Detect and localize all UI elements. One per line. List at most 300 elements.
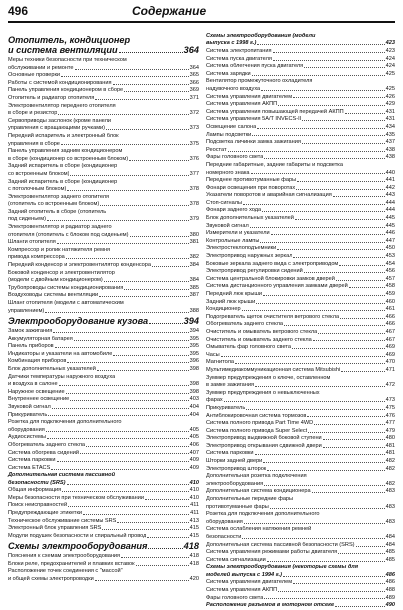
dot-leader bbox=[244, 523, 385, 524]
entry-page-number: 477 bbox=[385, 420, 395, 427]
toc-entry bbox=[206, 359, 395, 365]
entry-label: Электропривод шторок bbox=[206, 465, 267, 472]
toc-entry bbox=[8, 125, 199, 131]
entry-page-number: 457 bbox=[385, 275, 395, 282]
dot-leader bbox=[68, 506, 189, 507]
dot-leader bbox=[95, 580, 189, 581]
entry-page-number: 484 bbox=[385, 541, 395, 548]
entry-page-number: 485 bbox=[385, 549, 395, 556]
entry-page-number: 365 bbox=[189, 72, 199, 79]
entry-label: (модели с двойным кондиционером) bbox=[8, 277, 103, 284]
dot-leader bbox=[121, 557, 189, 558]
dot-leader bbox=[257, 44, 384, 45]
dot-leader bbox=[136, 565, 189, 566]
entry-label: Фонари заднего хода bbox=[206, 207, 262, 214]
entry-label: Электропривод открывания сдвижной двери bbox=[206, 442, 322, 449]
dot-leader bbox=[119, 52, 183, 53]
entry-label: Очиститель и омыватель ветрового стекла bbox=[206, 328, 318, 335]
dot-leader bbox=[243, 204, 385, 205]
entry-page-number: 378 bbox=[189, 201, 199, 208]
entry-label: Система полного привода Part Time 4WD bbox=[206, 420, 314, 427]
toc-entry bbox=[206, 223, 395, 229]
entry-page-number: 411 bbox=[190, 510, 199, 517]
dot-leader bbox=[263, 295, 385, 296]
entry-label: под сиденьем) bbox=[8, 216, 46, 223]
toc-section-heading bbox=[206, 564, 395, 578]
entry-page-number: 388 bbox=[189, 307, 199, 314]
entry-page-number: 406 bbox=[189, 441, 199, 448]
entry-label: Измерители и указатели bbox=[206, 230, 270, 237]
toc-entry bbox=[206, 367, 395, 373]
entry-label: в замке зажигания bbox=[206, 382, 255, 389]
dot-leader bbox=[304, 272, 385, 273]
entry-label: Система управления повышающей передачей АКПП bbox=[206, 108, 344, 115]
dot-leader bbox=[66, 393, 189, 394]
entry-label: Боковые зеркала заднего вида с электроприводом bbox=[206, 260, 339, 267]
dot-leader bbox=[271, 234, 385, 235]
entry-page-number: 403 bbox=[189, 396, 199, 403]
dot-leader bbox=[284, 325, 385, 326]
toc-entry bbox=[206, 466, 395, 472]
dot-leader bbox=[57, 461, 189, 462]
entry-label: Прикуриватель bbox=[8, 411, 48, 418]
entry-page-number: 440 bbox=[385, 169, 395, 176]
toc-entry bbox=[8, 209, 199, 215]
entry-page-number: 466 bbox=[385, 313, 395, 320]
entry-label: противотуманные фары bbox=[206, 503, 269, 510]
dot-leader bbox=[55, 347, 189, 348]
entry-label: Передний конденсор и электровентилятор конденсора bbox=[8, 262, 152, 269]
toc-entry bbox=[206, 549, 395, 555]
entry-page-number: 381 bbox=[189, 239, 199, 246]
entry-page-number: 404 bbox=[189, 403, 199, 410]
dot-leader bbox=[52, 408, 189, 409]
entry-page-number: 441 bbox=[385, 177, 395, 184]
entry-label: управления с вращающими ручками) bbox=[8, 125, 106, 132]
entry-page-number: 415 bbox=[189, 525, 199, 532]
toc-entry bbox=[8, 442, 199, 448]
entry-label: Электровентилятор переднего отопителя bbox=[8, 102, 116, 109]
dot-leader bbox=[124, 289, 188, 290]
toc-entry bbox=[206, 78, 395, 84]
entry-label: Освещение салона bbox=[206, 123, 257, 130]
entry-page-number: 434 bbox=[385, 123, 395, 130]
entry-label: и воздуха в салоне bbox=[8, 381, 58, 388]
entry-label: Звуковой сигнал bbox=[206, 222, 249, 229]
toc-entry bbox=[206, 306, 395, 312]
toc-entry bbox=[8, 450, 199, 456]
toc-entry bbox=[206, 170, 395, 176]
toc-entry bbox=[8, 163, 199, 169]
dot-leader bbox=[302, 143, 385, 144]
toc-entry bbox=[206, 132, 395, 138]
toc-entry bbox=[206, 443, 395, 449]
entry-page-number: 373 bbox=[189, 125, 199, 132]
toc-entry bbox=[206, 352, 395, 358]
toc-entry bbox=[8, 65, 199, 71]
toc-entry bbox=[8, 434, 199, 440]
entry-label: Меры техники безопасности при техническом bbox=[8, 57, 127, 63]
entry-label: Система парковки bbox=[206, 450, 254, 457]
toc-entry bbox=[8, 95, 199, 101]
entry-page-number: 394 bbox=[189, 328, 199, 334]
toc-entry bbox=[206, 48, 395, 54]
entry-label: Задний испаритель в сборе (кондиционер bbox=[8, 178, 118, 185]
toc-right-column bbox=[206, 33, 395, 610]
dot-leader bbox=[283, 576, 385, 577]
toc-entry bbox=[206, 458, 395, 464]
entry-page-number: 469 bbox=[385, 351, 395, 358]
toc-entry bbox=[8, 224, 199, 230]
dot-leader bbox=[307, 416, 384, 417]
dot-leader bbox=[66, 258, 189, 259]
entry-page-number: 369 bbox=[189, 87, 199, 94]
entry-page-number: 467 bbox=[385, 328, 395, 335]
toc-entry bbox=[8, 510, 199, 516]
entry-label: Система управления режимами работы двигателя bbox=[206, 549, 338, 556]
entry-page-number: 418 bbox=[183, 541, 199, 552]
dot-leader bbox=[62, 491, 188, 492]
entry-label: Кондиционер bbox=[206, 306, 241, 313]
entry-label: Система зарядки bbox=[206, 70, 251, 77]
toc-entry bbox=[206, 473, 395, 479]
entry-label: Дополнительные передние фары bbox=[206, 496, 294, 503]
dot-leader bbox=[304, 67, 384, 68]
entry-page-number: 431 bbox=[385, 116, 395, 123]
dot-leader bbox=[263, 462, 384, 463]
entry-label: Передние габаритные, задние габариты и подсветка bbox=[206, 161, 343, 168]
entry-label: Часы bbox=[206, 351, 220, 358]
dot-leader bbox=[99, 296, 189, 297]
heading-line: Дополнительная система пассивной bbox=[8, 472, 115, 479]
toc-entry bbox=[8, 292, 199, 298]
toc-entry bbox=[206, 185, 395, 191]
entry-label: Система управления двигателем bbox=[206, 93, 293, 100]
entry-page-number: 423 bbox=[385, 40, 395, 47]
toc-entry bbox=[8, 232, 199, 238]
dot-leader bbox=[47, 220, 189, 221]
toc-entry bbox=[8, 525, 199, 531]
entry-page-number: 418 bbox=[189, 553, 199, 560]
entry-label: выпуска с 1998 г.) bbox=[206, 40, 257, 47]
dot-leader bbox=[228, 151, 385, 152]
dot-leader bbox=[235, 363, 385, 364]
entry-label: Задний испаритель в сборе (кондиционер bbox=[8, 163, 118, 170]
entry-page-number: 483 bbox=[385, 488, 395, 495]
toc-entry bbox=[8, 576, 199, 582]
toc-entry bbox=[206, 542, 395, 548]
entry-label: Электровентилятор заднего отопителя bbox=[8, 193, 110, 200]
dot-leader bbox=[86, 446, 189, 447]
toc-entry bbox=[206, 139, 395, 145]
entry-label: Передний люк крыши bbox=[206, 291, 263, 297]
entry-label: Розетка для подключения дополнительного bbox=[206, 511, 320, 518]
toc-entry bbox=[8, 457, 199, 463]
toc-entry bbox=[8, 247, 199, 253]
dot-leader bbox=[302, 120, 384, 121]
dot-leader bbox=[100, 205, 188, 206]
entry-label: Трубопроводы системы кондиционирования bbox=[8, 284, 124, 291]
entry-label: Датчики температуры наружного воздуха bbox=[8, 373, 116, 380]
dot-leader bbox=[242, 538, 384, 539]
dot-leader bbox=[113, 84, 189, 85]
heading-line bbox=[206, 40, 395, 46]
entry-page-number: 384 bbox=[189, 277, 199, 284]
entry-label: оборудования bbox=[8, 426, 45, 433]
entry-page-number: 377 bbox=[189, 170, 199, 177]
entry-label: Стоп-сигналы bbox=[206, 199, 242, 206]
entry-page-number: 479 bbox=[385, 427, 395, 434]
entry-page-number: 444 bbox=[385, 199, 395, 206]
entry-page-number: 454 bbox=[385, 260, 395, 267]
dot-leader bbox=[113, 355, 188, 356]
dot-leader bbox=[221, 356, 385, 357]
entry-label: Отопитель и радиатор отопителя bbox=[8, 94, 95, 101]
entry-page-number: 418 bbox=[189, 560, 199, 567]
dot-leader bbox=[250, 227, 385, 228]
entry-label: Электрооборудование кузова bbox=[8, 316, 149, 326]
entry-label: Компрессор и ролик натяжителя ремня bbox=[8, 246, 111, 253]
toc-entry bbox=[206, 587, 395, 593]
entry-page-number: 413 bbox=[189, 517, 199, 524]
toc-entry bbox=[206, 511, 395, 517]
dot-leader bbox=[318, 333, 384, 334]
entry-label: Блок дополнительных указателей bbox=[8, 365, 96, 372]
dot-leader bbox=[277, 249, 384, 250]
entry-page-number: 489 bbox=[385, 594, 395, 601]
entry-label: Замок зажигания bbox=[8, 328, 53, 334]
entry-label: Задний отопитель в сборе (отопитель bbox=[8, 208, 107, 215]
entry-label: Меры безопасности при техническом обслуживании bbox=[8, 494, 144, 501]
toc-entry bbox=[8, 404, 199, 410]
toc-entry bbox=[206, 215, 395, 221]
entry-label: в сборе (кондиционер со встроенным блоком) bbox=[8, 155, 129, 162]
entry-label: Передний испаритель и электронный блок bbox=[8, 132, 119, 139]
toc-entry bbox=[8, 270, 199, 276]
toc-entry bbox=[206, 63, 395, 69]
entry-label: Зуммер предупреждения о невыключенных bbox=[206, 389, 320, 396]
entry-page-number: 481 bbox=[385, 450, 395, 457]
entry-page-number: 410 bbox=[189, 494, 199, 501]
dot-leader bbox=[264, 598, 384, 599]
entry-page-number: 453 bbox=[385, 253, 395, 260]
entry-page-number: 366 bbox=[189, 79, 199, 86]
entry-label: электрооборудования bbox=[206, 480, 264, 487]
entry-label: Техническое обслуживание системы SRS bbox=[8, 517, 117, 524]
toc-entry bbox=[8, 216, 199, 222]
toc-entry bbox=[8, 533, 199, 539]
dot-leader bbox=[252, 75, 385, 76]
entry-label: Антиблокировочная система тормозов bbox=[206, 412, 307, 419]
entry-page-number: 424 bbox=[385, 55, 395, 62]
entry-page-number: 486 bbox=[385, 571, 395, 578]
toc-entry bbox=[206, 557, 395, 563]
entry-page-number: 394 bbox=[183, 316, 199, 326]
dot-leader bbox=[67, 190, 188, 191]
toc-entry bbox=[8, 381, 199, 387]
toc-entry bbox=[206, 268, 395, 274]
entry-page-number: 485 bbox=[385, 556, 395, 563]
dot-leader bbox=[53, 332, 188, 333]
entry-label: Сервоприводы заслонок (кроме панели bbox=[8, 117, 111, 124]
dot-leader bbox=[45, 312, 188, 313]
toc-entry bbox=[206, 291, 395, 297]
toc-entry bbox=[8, 502, 199, 508]
entry-page-number: 480 bbox=[385, 435, 395, 442]
entry-page-number: 490 bbox=[385, 602, 395, 609]
dot-leader bbox=[333, 196, 385, 197]
entry-page-number: 396 bbox=[189, 358, 199, 365]
toc-entry bbox=[206, 405, 395, 411]
entry-label: Фары головного света bbox=[206, 154, 264, 161]
toc-entry bbox=[8, 80, 199, 86]
dot-leader bbox=[267, 561, 385, 562]
entry-page-number: 372 bbox=[189, 110, 199, 117]
entry-page-number: 415 bbox=[189, 532, 199, 539]
toc-entry bbox=[8, 374, 199, 380]
dot-leader bbox=[47, 438, 189, 439]
entry-label: Омыватель фар головного света bbox=[206, 344, 291, 351]
dot-leader bbox=[260, 242, 384, 243]
dot-leader bbox=[345, 113, 385, 114]
entry-label: Система управления двигателем bbox=[206, 579, 293, 586]
entry-label: Модули подушек безопасности и спиральный провод bbox=[8, 532, 147, 539]
entry-page-number: 364 bbox=[189, 64, 199, 71]
toc-section-heading bbox=[8, 472, 199, 486]
toc-left-column bbox=[8, 33, 199, 584]
entry-label: Система дистанционного управления замками дверей bbox=[206, 283, 348, 290]
dot-leader bbox=[61, 144, 189, 145]
dot-leader bbox=[124, 91, 188, 92]
toc-entry bbox=[206, 177, 395, 183]
dot-leader bbox=[145, 499, 189, 500]
toc-entry bbox=[8, 72, 199, 78]
toc-entry bbox=[8, 465, 199, 471]
toc-entry bbox=[206, 56, 395, 62]
dot-leader bbox=[314, 424, 385, 425]
entry-label: Панель управления кондиционером в сборе bbox=[8, 87, 124, 94]
entry-label: Контрольные лампы bbox=[206, 237, 260, 244]
dot-leader bbox=[95, 99, 188, 100]
dot-leader bbox=[262, 211, 384, 212]
entry-page-number: 364 bbox=[183, 45, 199, 55]
toc-entry bbox=[206, 94, 395, 100]
toc-entry bbox=[8, 427, 199, 433]
entry-label: Панель управления задним кондиционером bbox=[8, 148, 123, 155]
toc-entry bbox=[8, 351, 199, 357]
toc-entry bbox=[206, 124, 395, 130]
toc-entry bbox=[206, 428, 395, 434]
entry-label: Система электропитания bbox=[206, 48, 272, 54]
toc-entry bbox=[8, 133, 199, 139]
entry-label: безопасности (SRS) bbox=[8, 479, 66, 486]
toc-section-heading bbox=[8, 35, 199, 55]
toc-entry bbox=[8, 254, 199, 260]
dot-leader bbox=[242, 310, 385, 311]
entry-label: Система ослабления натяжения ремней bbox=[206, 526, 312, 533]
dot-leader bbox=[295, 219, 385, 220]
toc-entry bbox=[206, 488, 395, 494]
toc-entry bbox=[8, 553, 199, 559]
toc-entry bbox=[8, 277, 199, 283]
entry-label: Система ETACS bbox=[8, 464, 51, 471]
toc-entry bbox=[206, 579, 395, 585]
entry-label: Система обогрева сидений bbox=[8, 449, 79, 456]
toc-entry bbox=[8, 110, 199, 116]
entry-label: номерного знака bbox=[206, 169, 250, 176]
entry-page-number: 447 bbox=[385, 237, 395, 244]
entry-page-number: 438 bbox=[385, 146, 395, 153]
entry-label: управления в сборе bbox=[8, 140, 60, 147]
toc-entry bbox=[206, 230, 395, 236]
toc-entry bbox=[8, 103, 199, 109]
entry-label: оборудования bbox=[206, 518, 243, 525]
entry-page-number: 426 bbox=[385, 93, 395, 100]
toc-entry bbox=[8, 118, 199, 124]
toc-entry bbox=[206, 245, 395, 251]
entry-page-number: 382 bbox=[189, 254, 199, 261]
toc-entry bbox=[8, 141, 199, 147]
entry-label: Электропривод выдвижной боковой ступени bbox=[206, 435, 322, 442]
entry-label: Электронный блок управления SRS bbox=[8, 525, 102, 532]
entry-label: Система облегчения пуска двигателя bbox=[206, 63, 304, 70]
entry-label: Дополнительная розетка подключения bbox=[206, 473, 307, 480]
toc-entry bbox=[8, 343, 199, 349]
dot-leader bbox=[293, 257, 384, 258]
entry-page-number: 379 bbox=[189, 216, 199, 223]
entry-page-number: 409 bbox=[189, 457, 199, 464]
entry-page-number: 438 bbox=[385, 154, 395, 161]
entry-label: с потолочным блоком) bbox=[8, 186, 67, 193]
entry-page-number: 470 bbox=[385, 359, 395, 366]
entry-label: Схемы электрооборудования bbox=[8, 541, 148, 552]
toc-entry bbox=[206, 329, 395, 335]
toc-entry bbox=[206, 450, 395, 456]
toc-entry bbox=[206, 109, 395, 115]
entry-label: Внутреннее освещение bbox=[8, 396, 70, 403]
toc-entry bbox=[8, 568, 199, 574]
entry-label: Подогреватель щеток очистителя ветрового стекла bbox=[206, 313, 340, 320]
toc-entry bbox=[8, 201, 199, 207]
entry-page-number: 385 bbox=[189, 284, 199, 291]
entry-label: Электровентилятор и радиатор заднего bbox=[8, 224, 112, 231]
dot-leader bbox=[340, 318, 385, 319]
entry-page-number: 407 bbox=[189, 449, 199, 456]
dot-leader bbox=[129, 160, 189, 161]
entry-page-number: 405 bbox=[189, 426, 199, 433]
toc-entry bbox=[206, 253, 395, 259]
toc-entry bbox=[206, 116, 395, 122]
entry-page-number: 425 bbox=[385, 70, 395, 77]
toc-entry bbox=[206, 192, 395, 198]
toc-entry bbox=[206, 534, 395, 540]
entry-label: Вентилятор промежуточного охладителя bbox=[206, 78, 313, 85]
entry-label: Предупреждающие этикетки bbox=[8, 510, 83, 517]
entry-label: Прикуриватель bbox=[206, 404, 246, 411]
entry-label: отопителя (отопитель с блоком под сиденьем) bbox=[8, 231, 129, 238]
toc-entry bbox=[206, 337, 395, 343]
entry-page-number: 375 bbox=[189, 140, 199, 147]
entry-page-number: 410 bbox=[189, 487, 199, 494]
dot-leader bbox=[70, 400, 188, 401]
entry-page-number: 395 bbox=[189, 343, 199, 350]
toc-entry bbox=[206, 101, 395, 107]
dot-leader bbox=[106, 129, 189, 130]
toc-entry bbox=[8, 156, 199, 162]
entry-label: Система пуска двигателя bbox=[206, 55, 272, 62]
entry-label: Расположение точек соединения с "массой" bbox=[8, 568, 123, 575]
dot-leader bbox=[59, 385, 189, 386]
